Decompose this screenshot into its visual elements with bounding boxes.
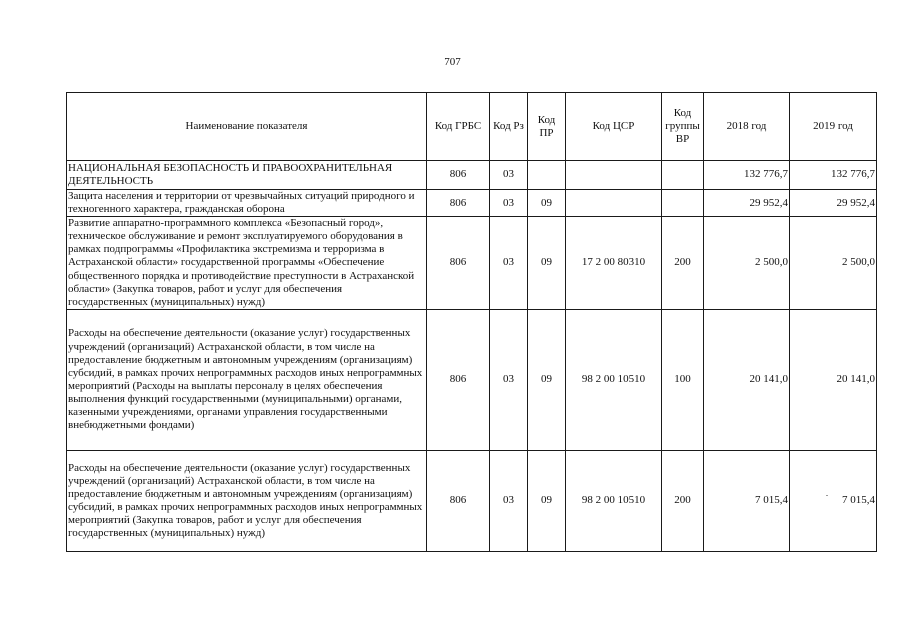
row-csr (566, 190, 662, 217)
row-2019: 7 015,4 (790, 450, 877, 551)
row-csr: 98 2 00 10510 (566, 309, 662, 450)
row-2019: 20 141,0 (790, 309, 877, 450)
table-header-row (67, 93, 877, 161)
row-grbs: 806 (427, 161, 490, 190)
row-grbs: 806 (427, 309, 490, 450)
row-pr (528, 161, 566, 190)
table-row (67, 217, 877, 310)
row-name: Расходы на обеспечение деятельности (оказание услуг) государственных учреждений (организаций) Астраханской области, в том числе на предоставление бюджетным и автономным учреждениям (организациям) субсидий, в рамках прочих непрограммных расходов иных непрограммных мероприятий (Закупка товаров, работ и услуг для обеспечения государственных (муниципальных) нужд) (67, 450, 427, 551)
row-vr (662, 161, 704, 190)
row-grbs: 806 (427, 190, 490, 217)
row-grbs: 806 (427, 217, 490, 310)
row-grbs: 806 (427, 450, 490, 551)
row-vr (662, 190, 704, 217)
row-2018: 2 500,0 (704, 217, 790, 310)
header-rz: Код Рз (490, 93, 528, 161)
row-rz: 03 (490, 450, 528, 551)
header-name: Наименование показателя (67, 93, 427, 161)
row-name: Расходы на обеспечение деятельности (оказание услуг) государственных учреждений (организаций) Астраханской области, в том числе на предоставление бюджетным и автономным учреждениям (организациям) субсидий, в рамках прочих непрограммных расходов иных непрограммных мероприятий (Расходы на выплаты персоналу в целях обеспечения выполнения функций государственными (муниципальными) органами, казенными учреждениями, органами управления государственными внебюджетными фондами) (67, 309, 427, 450)
header-vr: Код группы ВР (662, 93, 704, 161)
row-vr: 200 (662, 217, 704, 310)
table-row (67, 161, 877, 190)
scan-speck (826, 495, 828, 496)
row-pr: 09 (528, 190, 566, 217)
row-csr (566, 161, 662, 190)
row-rz: 03 (490, 217, 528, 310)
row-vr: 100 (662, 309, 704, 450)
row-csr: 98 2 00 10510 (566, 450, 662, 551)
row-rz: 03 (490, 309, 528, 450)
row-pr: 09 (528, 450, 566, 551)
row-2018: 132 776,7 (704, 161, 790, 190)
header-pr: Код ПР (528, 93, 566, 161)
row-name: НАЦИОНАЛЬНАЯ БЕЗОПАСНОСТЬ И ПРАВООХРАНИТЕЛЬНАЯ ДЕЯТЕЛЬНОСТЬ (67, 161, 427, 190)
row-pr: 09 (528, 309, 566, 450)
row-name: Развитие аппаратно-программного комплекса «Безопасный город», техническое обслуживание и ремонт эксплуатируемого оборудования в рамках подпрограммы «Профилактика экстремизма и терроризма в Астраханской области» государственной программы «Обеспечение общественного порядка и противодействие преступности в Астраханской области» (Закупка товаров, работ и услуг для обеспечения государственных (муниципальных) нужд) (67, 217, 427, 310)
header-2018: 2018 год (704, 93, 790, 161)
row-2019: 132 776,7 (790, 161, 877, 190)
row-rz: 03 (490, 161, 528, 190)
header-csr: Код ЦСР (566, 93, 662, 161)
header-grbs: Код ГРБС (427, 93, 490, 161)
row-2019: 29 952,4 (790, 190, 877, 217)
table-row (67, 450, 877, 551)
row-vr: 200 (662, 450, 704, 551)
row-pr: 09 (528, 217, 566, 310)
row-rz: 03 (490, 190, 528, 217)
row-csr: 17 2 00 80310 (566, 217, 662, 310)
table-row (67, 190, 877, 217)
row-2019: 2 500,0 (790, 217, 877, 310)
row-name: Защита населения и территории от чрезвычайных ситуаций природного и техногенного характера, гражданская оборона (67, 190, 427, 217)
budget-table (66, 92, 877, 552)
row-2018: 20 141,0 (704, 309, 790, 450)
header-2019: 2019 год (790, 93, 877, 161)
table-row (67, 309, 877, 450)
row-2018: 7 015,4 (704, 450, 790, 551)
row-2018: 29 952,4 (704, 190, 790, 217)
page-number: 707 (444, 56, 461, 68)
